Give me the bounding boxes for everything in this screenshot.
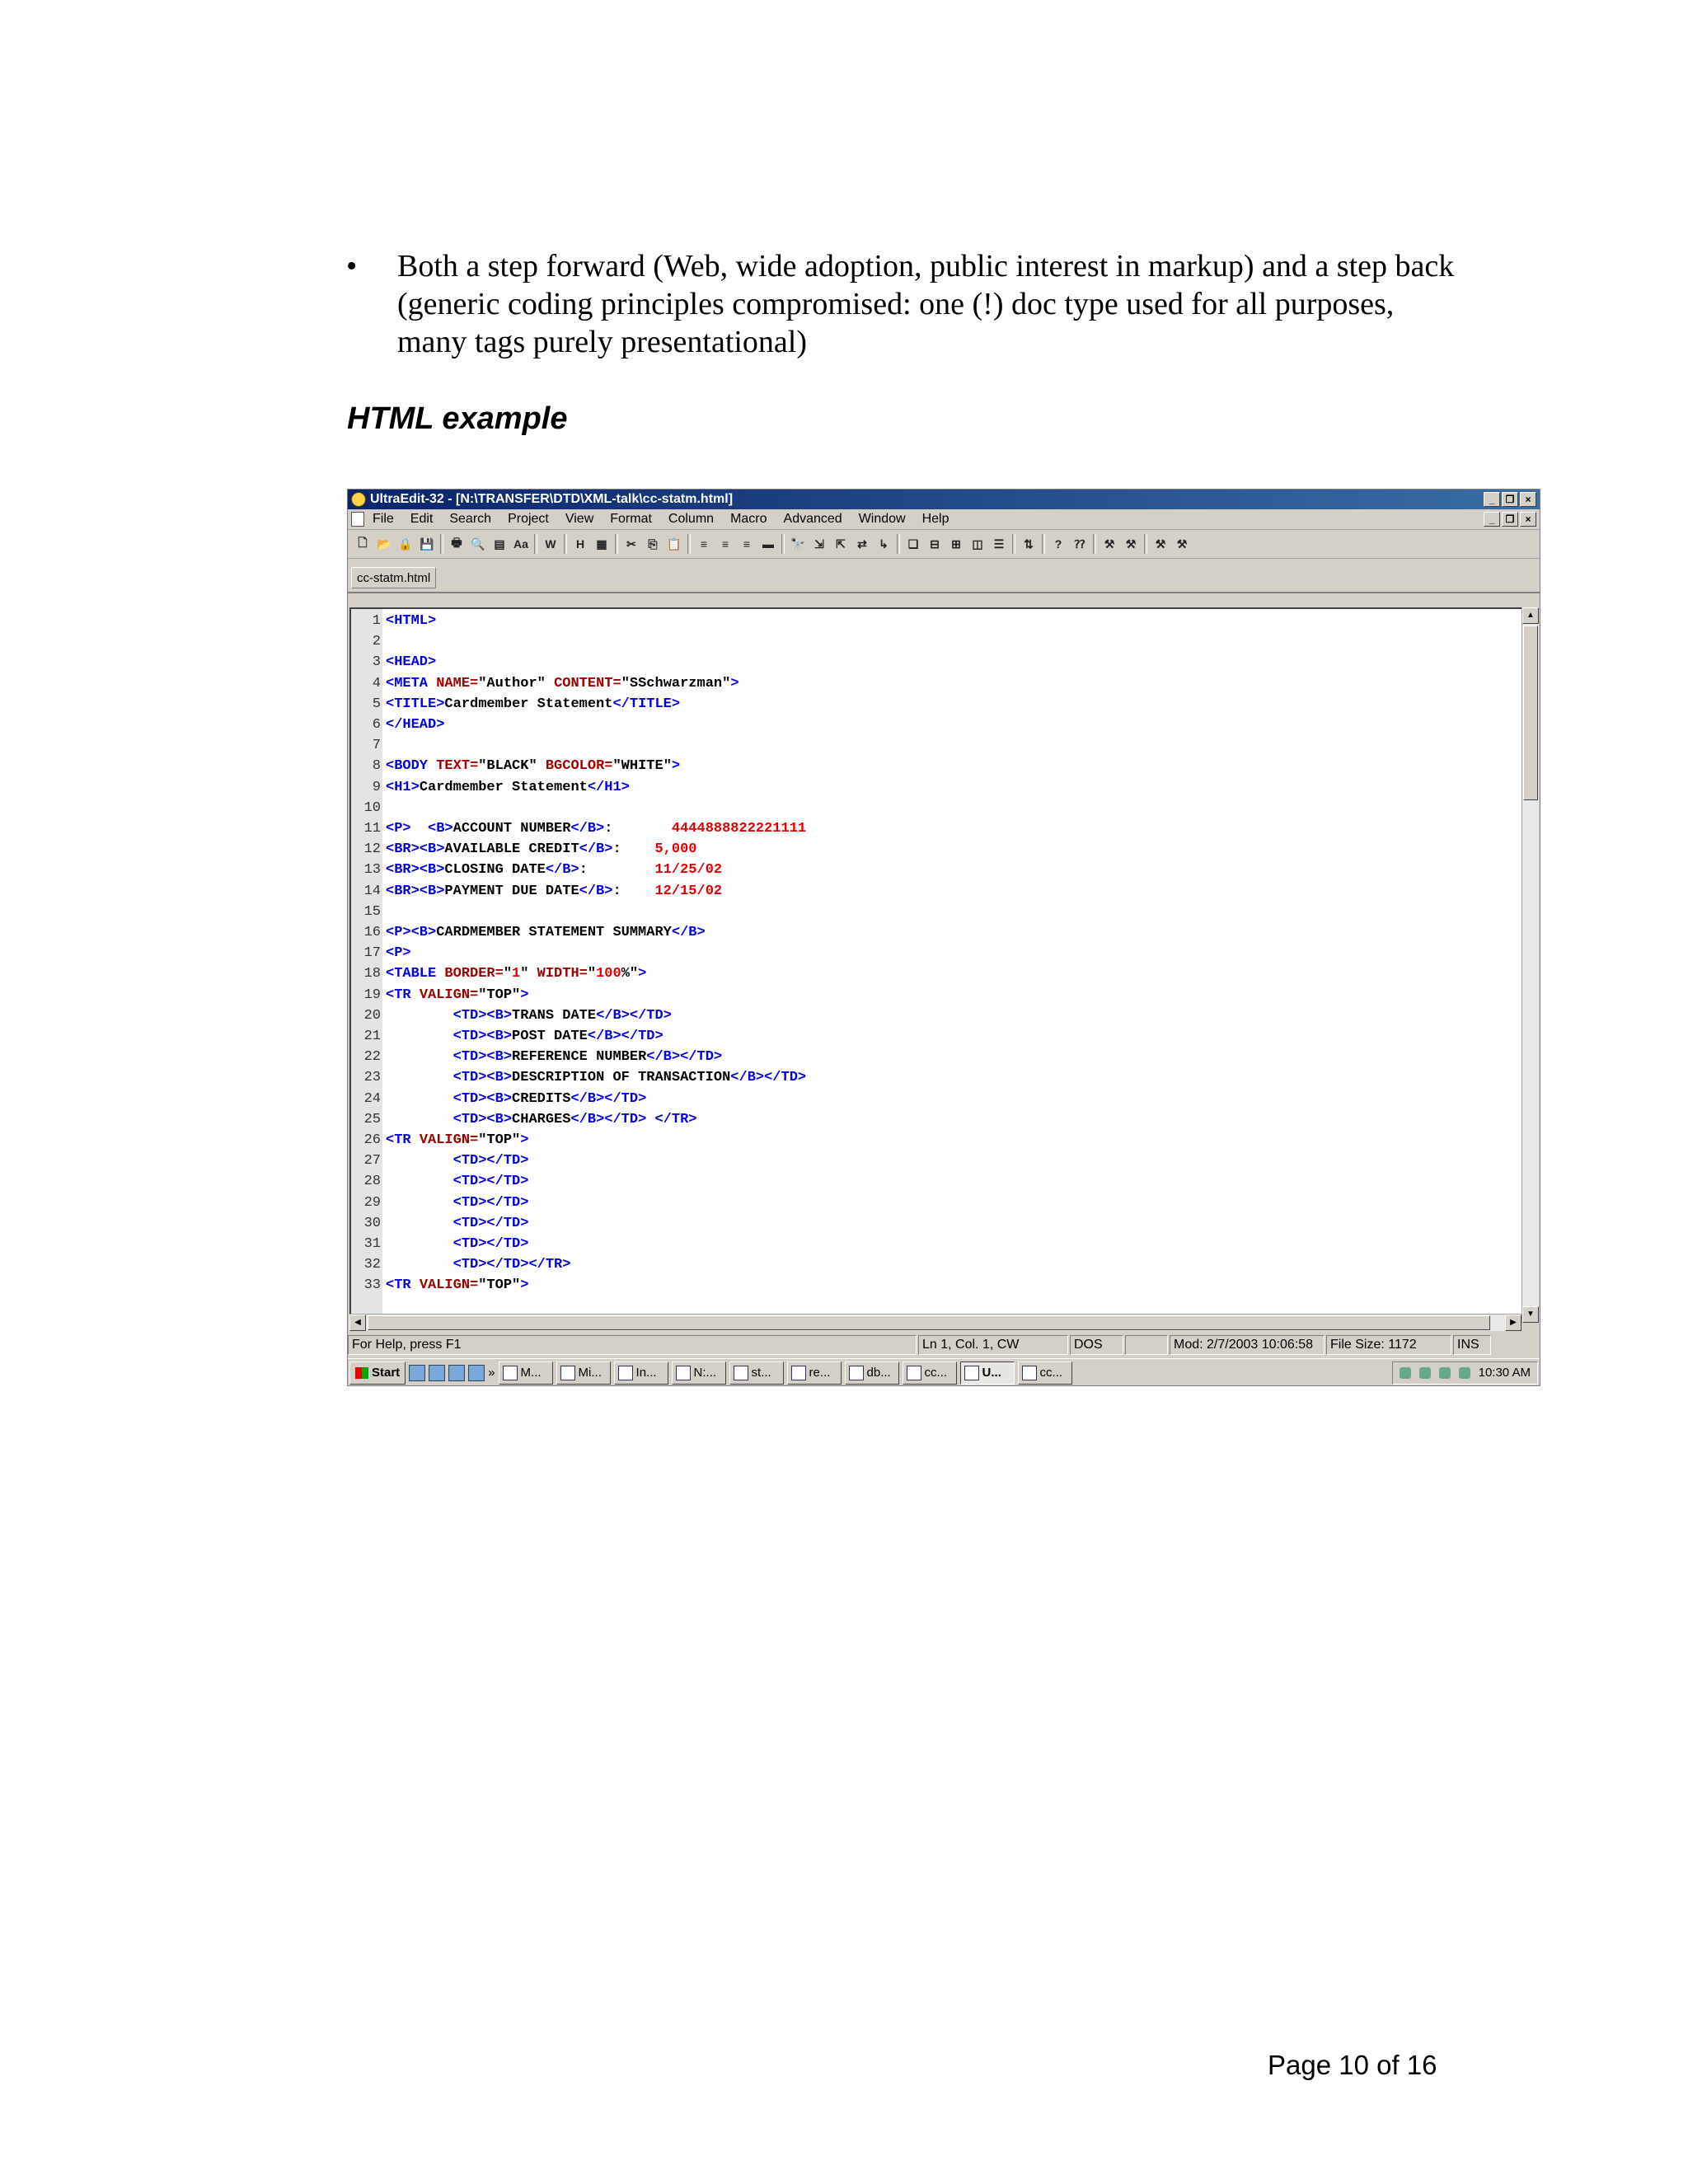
code-line bbox=[351, 777, 630, 798]
document-icon bbox=[351, 512, 364, 527]
line-number: 29 bbox=[363, 1194, 381, 1211]
task-app-icon bbox=[849, 1366, 864, 1380]
windows-flag-icon bbox=[355, 1367, 368, 1379]
code-line bbox=[351, 735, 386, 756]
line-number: 13 bbox=[363, 862, 381, 879]
status-help: For Help, press F1 bbox=[348, 1335, 917, 1355]
doc-restore-button[interactable]: ❐ bbox=[1502, 512, 1518, 527]
bullet-marker: • bbox=[346, 249, 358, 284]
code-line bbox=[351, 798, 386, 818]
tool-4-icon[interactable]: ⚒ bbox=[1176, 537, 1188, 551]
code-text: <META NAME="Author" CONTENT="SSchwarzman"> bbox=[386, 675, 739, 691]
code-text: <TR VALIGN="TOP"> bbox=[386, 1277, 529, 1294]
line-number: 21 bbox=[363, 1029, 381, 1044]
code-text: <H1>Cardmember Statement</H1> bbox=[386, 779, 630, 795]
taskbar-button[interactable] bbox=[499, 1361, 553, 1385]
close-button[interactable]: × bbox=[1520, 492, 1536, 507]
task-label: cc... bbox=[924, 1366, 948, 1380]
taskbar bbox=[348, 1358, 1540, 1386]
goto-icon[interactable]: ↳ bbox=[879, 537, 889, 551]
tray-antivirus-icon[interactable] bbox=[1439, 1367, 1451, 1379]
task-app-icon bbox=[503, 1366, 518, 1380]
code-line bbox=[351, 1089, 646, 1109]
menu-column[interactable]: Column bbox=[668, 512, 715, 526]
status-position: Ln 1, Col. 1, CW bbox=[918, 1335, 1068, 1355]
code-text: <TD></TD> bbox=[452, 1215, 529, 1231]
quicklaunch-app-icon[interactable] bbox=[468, 1365, 485, 1381]
taskbar-button[interactable] bbox=[614, 1361, 668, 1385]
tray-volume-icon[interactable] bbox=[1419, 1367, 1431, 1379]
line-number: 32 bbox=[363, 1257, 381, 1273]
taskbar-button-active[interactable] bbox=[960, 1361, 1015, 1385]
task-app-icon bbox=[907, 1366, 921, 1380]
code-text: <HTML> bbox=[386, 613, 437, 629]
task-app-icon bbox=[734, 1366, 748, 1380]
line-number: 25 bbox=[363, 1111, 381, 1127]
code-text: <TABLE BORDER="1" WIDTH="100%"> bbox=[386, 966, 647, 982]
task-label: Mi... bbox=[578, 1366, 602, 1380]
line-number: 5 bbox=[372, 696, 381, 712]
code-line bbox=[351, 839, 697, 860]
start-button[interactable] bbox=[349, 1361, 406, 1385]
line-number: 6 bbox=[372, 717, 381, 733]
line-number: 20 bbox=[363, 1007, 381, 1024]
system-tray bbox=[1392, 1361, 1538, 1385]
code-text: <TD><B>REFERENCE NUMBER</B></TD> bbox=[452, 1049, 723, 1066]
window-split-icon[interactable]: ⊞ bbox=[951, 537, 961, 551]
line-number: 14 bbox=[363, 883, 381, 899]
scroll-down-icon[interactable]: ▼ bbox=[1522, 1306, 1539, 1323]
line-number: 30 bbox=[363, 1215, 381, 1231]
tray-mail-icon[interactable] bbox=[1459, 1367, 1470, 1379]
task-app-icon bbox=[964, 1366, 979, 1380]
find-next-icon[interactable]: ⇲ bbox=[814, 537, 824, 551]
task-label: st... bbox=[751, 1366, 771, 1380]
code-line bbox=[351, 652, 436, 673]
taskbar-button[interactable] bbox=[845, 1361, 899, 1385]
horizontal-scroll-thumb[interactable] bbox=[368, 1315, 1490, 1330]
doc-minimize-button[interactable]: _ bbox=[1484, 512, 1500, 527]
taskbar-button[interactable] bbox=[903, 1361, 957, 1385]
taskbar-button[interactable] bbox=[556, 1361, 611, 1385]
scroll-left-icon[interactable]: ◀ bbox=[349, 1315, 366, 1331]
clock: 10:30 AM bbox=[1478, 1366, 1531, 1380]
code-line bbox=[351, 1130, 528, 1151]
code-text: <TR VALIGN="TOP"> bbox=[386, 1132, 529, 1148]
file-tab-strip bbox=[348, 559, 1540, 593]
status-format: DOS bbox=[1070, 1335, 1123, 1355]
menu-edit[interactable]: Edit bbox=[410, 512, 434, 526]
copy-icon[interactable]: ⎘ bbox=[648, 537, 658, 551]
bullet-text: Both a step forward (Web, wide adoption, public interest in markup) and a step back (generic coding principles compromised: one (!) doc type used for all purposes, many tags purely presentational) bbox=[397, 249, 1455, 359]
line-number: 15 bbox=[363, 903, 381, 920]
task-label: db... bbox=[866, 1366, 891, 1380]
taskbar-button[interactable] bbox=[729, 1361, 784, 1385]
justify-icon[interactable]: ▬ bbox=[762, 537, 774, 551]
line-number: 16 bbox=[363, 925, 381, 940]
toolbar-separator bbox=[1012, 534, 1015, 554]
line-number: 27 bbox=[363, 1153, 381, 1169]
quicklaunch-desktop-icon[interactable] bbox=[409, 1365, 425, 1381]
code-line bbox=[351, 1151, 528, 1171]
line-number: 23 bbox=[363, 1070, 381, 1086]
task-label: U... bbox=[982, 1366, 1001, 1380]
find-prev-icon[interactable]: ⇱ bbox=[836, 537, 846, 551]
code-line bbox=[351, 631, 386, 652]
line-number: 9 bbox=[372, 779, 381, 795]
quicklaunch-chevron[interactable]: » bbox=[488, 1366, 495, 1380]
line-number: 1 bbox=[372, 613, 381, 629]
window-tile-h-icon[interactable]: ⊟ bbox=[930, 537, 940, 551]
word-wrap-icon[interactable]: W bbox=[545, 537, 556, 551]
code-line bbox=[351, 694, 680, 715]
context-help-icon[interactable]: ⁇ bbox=[1074, 537, 1085, 551]
align-center-icon[interactable]: ≡ bbox=[721, 537, 729, 551]
cut-icon[interactable]: ✂ bbox=[626, 537, 636, 551]
line-number: 19 bbox=[363, 987, 381, 1003]
code-text: <TD></TD> bbox=[452, 1236, 529, 1252]
align-right-icon[interactable]: ≡ bbox=[743, 537, 751, 551]
code-line bbox=[351, 673, 739, 694]
code-text: <TD><B>DESCRIPTION OF TRANSACTION</B></TD> bbox=[452, 1070, 807, 1086]
bullet-item bbox=[346, 247, 1459, 361]
task-label: cc... bbox=[1039, 1366, 1063, 1380]
task-app-icon bbox=[676, 1366, 691, 1380]
tool-3-icon[interactable]: ⚒ bbox=[1155, 537, 1166, 551]
ftp-icon[interactable]: ⇅ bbox=[1024, 537, 1034, 551]
code-text: </HEAD> bbox=[386, 717, 445, 733]
horizontal-scrollbar[interactable] bbox=[349, 1314, 1522, 1331]
page-number: Page 10 of 16 bbox=[1268, 2050, 1437, 2080]
toolbar-separator bbox=[440, 534, 443, 554]
menu-window[interactable]: Window bbox=[858, 512, 906, 526]
page-setup-icon[interactable]: ▤ bbox=[494, 537, 505, 551]
vertical-scrollbar[interactable] bbox=[1522, 607, 1539, 1323]
start-label: Start bbox=[372, 1366, 401, 1380]
menu-format[interactable]: Format bbox=[610, 512, 652, 526]
vertical-scroll-thumb[interactable] bbox=[1523, 626, 1538, 800]
task-app-icon bbox=[618, 1366, 633, 1380]
status-bar bbox=[348, 1333, 1540, 1357]
window-cascade-icon[interactable]: ❏ bbox=[907, 537, 919, 551]
taskbar-button[interactable] bbox=[1018, 1361, 1072, 1385]
code-text: <TD></TD> bbox=[452, 1174, 529, 1190]
code-line bbox=[351, 818, 806, 839]
code-line bbox=[351, 1171, 528, 1192]
line-number: 26 bbox=[363, 1132, 381, 1148]
line-number: 31 bbox=[363, 1236, 381, 1252]
tray-network-icon[interactable] bbox=[1400, 1367, 1411, 1379]
toolbar-separator bbox=[1042, 534, 1045, 554]
line-number: 33 bbox=[363, 1277, 381, 1294]
code-text: <BR><B>PAYMENT DUE DATE</B>: 12/15/02 bbox=[386, 883, 723, 899]
task-app-icon bbox=[791, 1366, 806, 1380]
bullet-list bbox=[346, 247, 1459, 361]
ultraedit-screenshot bbox=[347, 489, 1540, 1386]
code-line bbox=[351, 1275, 528, 1296]
font-icon[interactable]: Aa bbox=[513, 537, 528, 551]
code-text: <TR VALIGN="TOP"> bbox=[386, 987, 529, 1003]
code-line bbox=[351, 922, 706, 943]
code-text: <P> <B>ACCOUNT NUMBER</B>: 4444888822221111 bbox=[386, 821, 807, 837]
code-text: <BODY TEXT="BLACK" BGCOLOR="WHITE"> bbox=[386, 758, 681, 775]
code-line bbox=[351, 985, 528, 1005]
tool-1-icon[interactable]: ⚒ bbox=[1104, 537, 1115, 551]
line-number: 3 bbox=[372, 654, 381, 671]
status-blank bbox=[1125, 1335, 1168, 1355]
line-number: 28 bbox=[363, 1174, 381, 1190]
tool-2-icon[interactable]: ⚒ bbox=[1125, 537, 1137, 551]
paste-icon[interactable]: 📋 bbox=[667, 537, 682, 551]
code-text: <TD><B>TRANS DATE</B></TD> bbox=[452, 1007, 672, 1024]
code-line bbox=[351, 1026, 663, 1047]
window-title: UltraEdit-32 - [N:\TRANSFER\DTD\XML-talk\cc-statm.html] bbox=[370, 492, 734, 506]
menu-advanced[interactable]: Advanced bbox=[783, 512, 842, 526]
status-mode: INS bbox=[1453, 1335, 1491, 1355]
file-tab[interactable]: cc-statm.html bbox=[351, 567, 436, 588]
code-line bbox=[351, 1234, 528, 1254]
window-tile-v-icon[interactable]: ◫ bbox=[972, 537, 983, 551]
menu-search[interactable]: Search bbox=[449, 512, 492, 526]
scroll-up-icon[interactable]: ▲ bbox=[1522, 607, 1539, 624]
line-number: 4 bbox=[372, 675, 381, 691]
code-line bbox=[351, 1254, 570, 1275]
menu-macro[interactable]: Macro bbox=[730, 512, 767, 526]
code-line bbox=[351, 943, 411, 963]
toolbar bbox=[348, 530, 1540, 559]
print-preview-icon[interactable]: 🔍 bbox=[471, 537, 485, 551]
line-number: 17 bbox=[363, 945, 381, 962]
align-left-icon[interactable]: ≡ bbox=[700, 537, 708, 551]
help-icon[interactable]: ? bbox=[1054, 537, 1062, 551]
toolbar-separator bbox=[1144, 534, 1147, 554]
code-line bbox=[351, 1213, 528, 1234]
toolbar-separator bbox=[564, 534, 567, 554]
line-number: 2 bbox=[372, 634, 381, 650]
close-file-icon[interactable]: 🔒 bbox=[398, 537, 413, 551]
hex-mode-icon[interactable]: H bbox=[575, 537, 585, 551]
menu-help[interactable]: Help bbox=[921, 512, 950, 526]
quicklaunch-outlook-icon[interactable] bbox=[448, 1365, 465, 1381]
line-number: 18 bbox=[363, 966, 381, 982]
status-file-size: File Size: 1172 bbox=[1326, 1335, 1451, 1355]
line-number: 10 bbox=[363, 799, 381, 816]
toolbar-separator bbox=[534, 534, 537, 554]
line-number: 22 bbox=[363, 1049, 381, 1066]
open-file-icon[interactable]: 📂 bbox=[377, 537, 392, 551]
status-modified: Mod: 2/7/2003 10:06:58 bbox=[1170, 1335, 1325, 1355]
code-line bbox=[351, 881, 722, 902]
code-text: <P> bbox=[386, 945, 411, 962]
code-text: <HEAD> bbox=[386, 654, 437, 671]
save-icon[interactable]: 💾 bbox=[420, 537, 434, 551]
task-app-icon bbox=[560, 1366, 575, 1380]
code-text: <TITLE>Cardmember Statement</TITLE> bbox=[386, 696, 681, 712]
ultraedit-app-icon bbox=[351, 492, 366, 507]
code-line bbox=[351, 963, 646, 984]
task-label: N:... bbox=[693, 1366, 717, 1380]
print-icon[interactable]: 🖶 bbox=[451, 536, 462, 549]
task-label: In... bbox=[635, 1366, 657, 1380]
code-line bbox=[351, 715, 444, 735]
code-line bbox=[351, 1005, 672, 1026]
code-text: <TD></TD></TR> bbox=[452, 1257, 571, 1273]
task-label: re... bbox=[809, 1366, 831, 1380]
code-text: <TD><B>CHARGES</B></TD> </TR> bbox=[452, 1111, 697, 1127]
toolbar-separator bbox=[687, 534, 691, 554]
replace-icon[interactable]: ⇄ bbox=[857, 537, 867, 551]
code-text: <TD></TD> bbox=[452, 1194, 529, 1211]
line-number: 8 bbox=[372, 758, 381, 775]
line-number: 12 bbox=[363, 841, 381, 858]
code-text: <BR><B>AVAILABLE CREDIT</B>: 5,000 bbox=[386, 841, 697, 858]
scroll-right-icon[interactable]: ▶ bbox=[1505, 1315, 1522, 1331]
menu-project[interactable]: Project bbox=[508, 512, 549, 526]
code-line bbox=[351, 902, 386, 922]
code-text: <P><B>CARDMEMBER STATEMENT SUMMARY</B> bbox=[386, 925, 706, 940]
task-app-icon bbox=[1022, 1366, 1037, 1380]
menu-bar bbox=[348, 509, 1540, 530]
task-label: M... bbox=[520, 1366, 542, 1380]
line-number: 7 bbox=[372, 738, 381, 754]
title-bar bbox=[348, 490, 1540, 509]
menu-file[interactable]: File bbox=[373, 512, 394, 526]
taskbar-button[interactable] bbox=[672, 1361, 726, 1385]
code-line bbox=[351, 1047, 722, 1067]
browser-view-icon[interactable]: ▦ bbox=[596, 537, 607, 551]
line-number: 11 bbox=[363, 821, 381, 837]
code-line bbox=[351, 1067, 806, 1088]
code-line bbox=[351, 1109, 697, 1130]
quicklaunch-ie-icon[interactable] bbox=[429, 1365, 445, 1381]
code-line bbox=[351, 756, 680, 776]
toolbar-separator bbox=[615, 534, 618, 554]
code-line bbox=[351, 611, 436, 631]
minimize-button[interactable]: _ bbox=[1484, 492, 1500, 507]
code-text: <BR><B>CLOSING DATE</B>: 11/25/02 bbox=[386, 862, 723, 879]
code-line bbox=[351, 1193, 528, 1213]
toolbar-separator bbox=[781, 534, 785, 554]
find-icon[interactable]: 🔭 bbox=[790, 537, 805, 551]
code-text: <TD></TD> bbox=[452, 1153, 529, 1169]
toolbar-separator bbox=[897, 534, 900, 554]
line-number: 24 bbox=[363, 1090, 381, 1107]
code-text: <TD><B>CREDITS</B></TD> bbox=[452, 1090, 647, 1107]
taskbar-button[interactable] bbox=[787, 1361, 842, 1385]
doc-close-button[interactable]: × bbox=[1520, 512, 1536, 527]
restore-button[interactable]: ❐ bbox=[1502, 492, 1518, 507]
toolbar-separator bbox=[1093, 534, 1096, 554]
code-line bbox=[351, 860, 722, 880]
new-file-icon[interactable]: 🗋 bbox=[358, 536, 368, 549]
section-heading: HTML example bbox=[347, 401, 568, 436]
code-text: <TD><B>POST DATE</B></TD> bbox=[452, 1029, 663, 1044]
window-list-icon[interactable]: ☰ bbox=[993, 537, 1005, 551]
menu-view[interactable]: View bbox=[565, 512, 594, 526]
code-editor[interactable] bbox=[349, 607, 1522, 1326]
